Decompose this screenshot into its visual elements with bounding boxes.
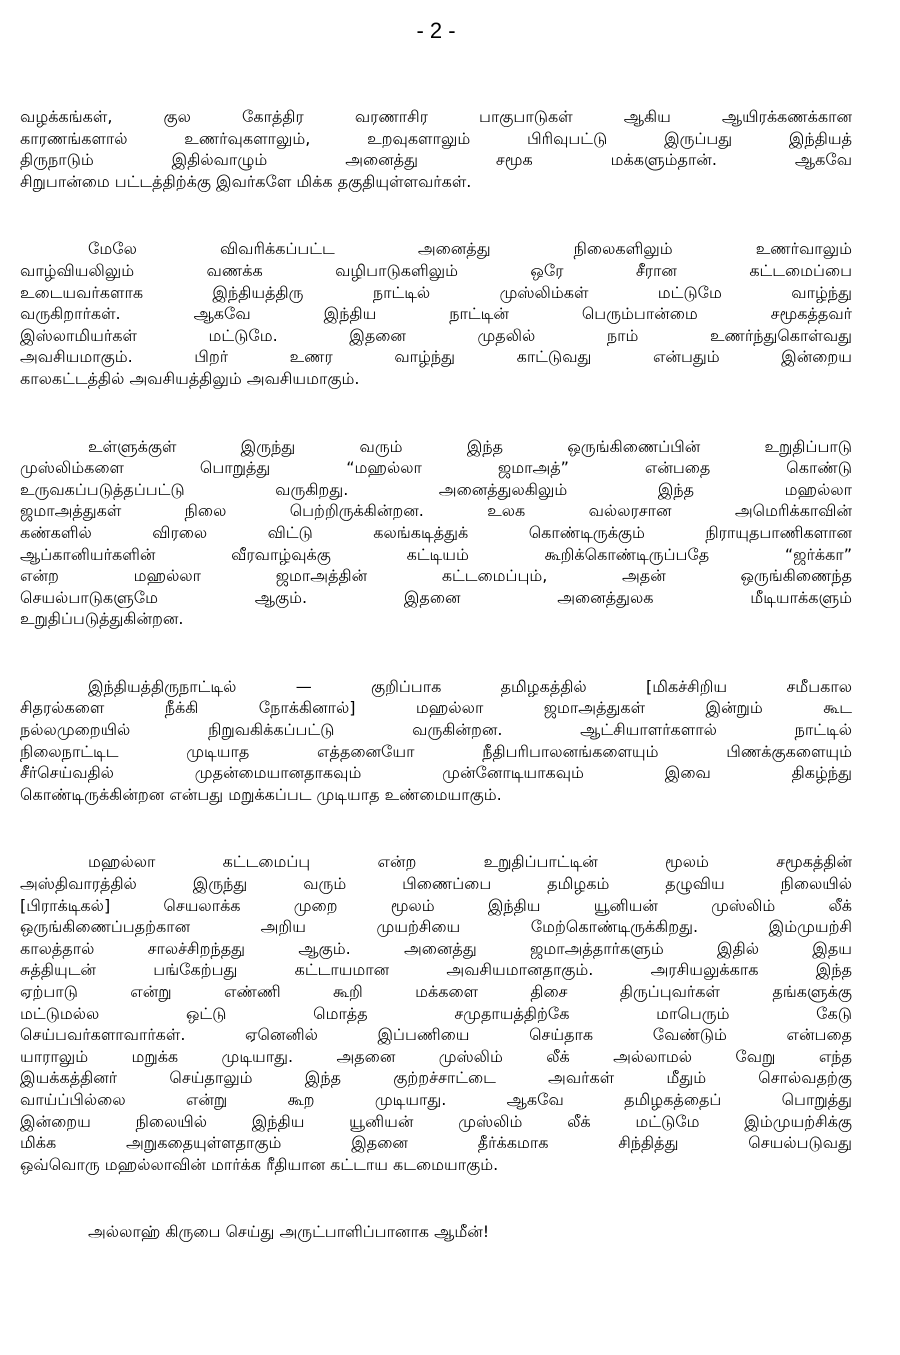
text-line: சிதரல்களை நீக்கி நோக்கினால்] மஹல்லா ஜமாஅத்துகள் இன்றும் கூட — [20, 698, 852, 718]
text-line: மட்டுமல்ல ஒட்டு மொத்த சமுதாயத்திற்கே மாபெரும் கேடு — [20, 1003, 852, 1023]
text-line: வருகிறார்கள். ஆகவே இந்திய நாட்டின் பெரும்பான்மை சமூகத்தவர் — [20, 304, 852, 324]
text-line: உருவகப்படுத்தப்பட்டு வருகிறது. அனைத்துலகிலும் இந்த மஹல்லா — [20, 479, 852, 499]
text-line: காலகட்டத்தில் அவசியத்திலும் அவசியமாகும். — [20, 368, 360, 388]
text-line: வாய்ப்பில்லை என்று கூற முடியாது. ஆகவே தமிழகத்தைப் பொறுத்து — [20, 1089, 852, 1109]
text-line: ஒவ்வொரு மஹல்லாவின் மார்க்க ரீதியான கட்டாய கடமையாகும். — [20, 1154, 499, 1174]
text-line: என்ற மஹல்லா ஜமாஅத்தின் கட்டமைப்பும், அதன் ஒருங்கிணைந்த — [20, 566, 852, 586]
text-line: கொண்டிருக்கின்றன என்பது மறுக்கப்பட முடியாத உண்மையாகும். — [20, 784, 502, 804]
text-line: நிலைநாட்டிட முடியாத எத்தனையோ நீதிபரிபாலனங்களையும் பிணக்குகளையும் — [20, 741, 852, 761]
paragraph-4 — [20, 676, 852, 806]
text-line: ஜமாஅத்துகள் நிலை பெற்றிருக்கின்றன. உலக வல்லரசான அமெரிக்காவின் — [20, 501, 852, 521]
text-line: யாராலும் மறுக்க முடியாது. அதனை முஸ்லிம் லீக் அல்லாமல் வேறு எந்த — [20, 1046, 852, 1066]
text-line: சிறுபான்மை பட்டத்திற்க்கு இவர்களே மிக்க தகுதியுள்ளவர்கள். — [20, 171, 472, 191]
text-line: ஏற்பாடு என்று எண்ணி கூறி மக்களை திசை திருப்புவர்கள் தங்களுக்கு — [20, 982, 852, 1001]
text-line: இன்றைய நிலையில் இந்திய யூனியன் முஸ்லிம் லீக் மட்டுமே இம்முயற்சிக்கு — [20, 1111, 852, 1131]
text-line: ஆப்கானியர்களின் வீரவாழ்வுக்கு கட்டியம் கூறிக்கொண்டிருப்பதே “ஜர்க்கா” — [20, 544, 852, 564]
text-line: உடையவர்களாக இந்தியத்திரு நாட்டில் முஸ்லிம்கள் மட்டுமே வாழ்ந்து — [20, 282, 852, 302]
text-line: [பிராக்டிகல்] செயலாக்க முறை மூலம் இந்திய யூனியன் முஸ்லிம் லீக் — [20, 895, 852, 915]
closing-line: அல்லாஹ் கிருபை செய்து அருட்பாளிப்பானாக ஆமீன்! — [88, 1222, 490, 1242]
paragraph-1 — [20, 106, 852, 192]
text-line: கண்களில் விரலை விட்டு கலங்கடித்துக் கொண்டிருக்கும் நிராயுதபாணிகளான — [20, 522, 852, 542]
text-line: இந்தியத்திருநாட்டில் — குறிப்பாக தமிழகத்தில் [மிகச்சிறிய சமீபகால — [88, 676, 852, 696]
page-number: - 2 - — [416, 18, 456, 43]
text-line: முஸ்லிம்களை பொறுத்து “மஹல்லா ஜமாஅத்” என்பதை கொண்டு — [20, 458, 852, 478]
text-line: அஸ்திவாரத்தில் இருந்து வரும் பிணைப்பை தமிழகம் தழுவிய நிலையில் — [20, 874, 852, 894]
paragraph-5 — [20, 851, 852, 1175]
text-line: திருநாடும் இதில்வாழும் அனைத்து சமூக மக்களும்தான். ஆகவே — [20, 150, 852, 170]
text-line: உறுதிப்படுத்துகின்றன. — [20, 609, 184, 629]
text-line: செய்பவர்களாவார்கள். ஏனெனில் இப்பணியை செய்தாக வேண்டும் என்பதை — [20, 1025, 852, 1045]
text-line: காலத்தால் சாலச்சிறந்தது ஆகும். அனைத்து ஜமாஅத்தார்களும் இதில் இதய — [20, 938, 852, 958]
paragraph-3 — [20, 436, 852, 630]
text-line: காரணங்களால் உணர்வுகளாலும், உறவுகளாலும் பிரிவுபட்டு இருப்பது இந்தியத் — [20, 128, 852, 148]
text-line: இயக்கத்தினர் செய்தாலும் இந்த குற்றச்சாட்டை அவர்கள் மீதும் சொல்வதற்கு — [20, 1068, 852, 1088]
text-line: சீர்செய்வதில் முதன்மையானதாகவும் முன்னோடியாகவும் இவை திகழ்ந்து — [20, 763, 852, 783]
text-line: சுத்தியுடன் பங்கேற்பது கட்டாயமான அவசியமானதாகும். அரசியலுக்காக இந்த — [20, 960, 852, 980]
text-line: இஸ்லாமியர்கள் மட்டுமே. இதனை முதலில் நாம் உணர்ந்துகொள்வது — [20, 325, 852, 345]
document-body — [20, 106, 852, 1175]
paragraph-2 — [20, 238, 852, 389]
text-line: செயல்பாடுகளுமே ஆகும். இதனை அனைத்துலக மீடியாக்களும் — [20, 587, 852, 607]
text-line: மஹல்லா கட்டமைப்பு என்ற உறுதிப்பாட்டின் மூலம் சமூகத்தின் — [88, 852, 852, 872]
text-line: மேலே விவரிக்கப்பட்ட அனைத்து நிலைகளிலும் உணர்வாலும் — [88, 239, 852, 259]
text-line: ஒருங்கிணைப்பதற்கான அறிய முயற்சியை மேற்கொண்டிருக்கிறது. இம்முயற்சி — [20, 917, 852, 937]
text-line: உள்ளுக்குள் இருந்து வரும் இந்த ஒருங்கிணைப்பின் உறுதிப்பாடு — [88, 436, 852, 456]
text-line: மிக்க அறுகதையுள்ளதாகும் இதனை தீர்க்கமாக சிந்தித்து செயல்படுவது — [20, 1133, 852, 1153]
text-line: அவசியமாகும். பிறர் உணர வாழ்ந்து காட்டுவது என்பதும் இன்றைய — [20, 347, 852, 367]
text-line: நல்லமுறையில் நிறுவகிக்கப்பட்டு வருகின்றன. ஆட்சியாளர்களால் நாட்டில் — [20, 720, 852, 740]
text-line: வழக்கங்கள், குல கோத்திர வரணாசிர பாகுபாடுகள் ஆகிய ஆயிரக்கணக்கான — [20, 107, 852, 126]
text-line: வாழ்வியலிலும் வணக்க வழிபாடுகளிலும் ஒரே சீரான கட்டமைப்பை — [20, 260, 852, 280]
